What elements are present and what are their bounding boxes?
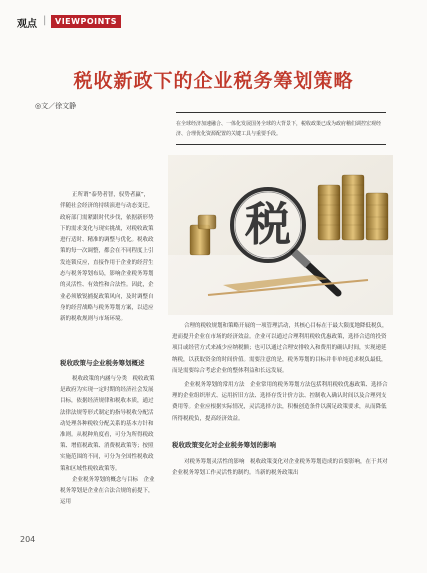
magnifier-coins-icon — [168, 155, 393, 315]
author-byline: ◎文／徐文静 — [35, 102, 77, 110]
section-heading: 税收政策变化对企业税务筹划的影响 — [172, 440, 276, 449]
section-separator: | — [43, 15, 47, 26]
paragraph: 合理的税收规划和策略开展的一项管理活动，其核心目标在于最大限度地降低税负，进而提升企业在市场的经济效益。企业可以通过合理利用税收优惠政策，选择合适的投资项目或经营方式来减少应纳税额；也可以通过合理安排收入和费用的确认时间，实现递延纳税，以获取资金的时间价值。需要注意的是，税务筹划的目标并非单纯追求税负最低，而是需要综合考虑企业的整体利益和长远发展。 — [172, 323, 388, 374]
paragraph: 企业税务筹划的常用方法 企业常用的税务筹划方法包括利用税收优惠政策、选择合理的企业组织形式、运用折旧方法、选择存货计价方法、控制收入确认时间以及合理列支费用等。企业应根据实际情况，灵活选择方法，积极创造条件以满足政策要求，从而降低所得税税负，提高经济效益。 — [172, 382, 388, 422]
section-label: 观点 — [17, 19, 37, 30]
section-badge: VIEWPOINTS — [51, 15, 121, 28]
left-column — [60, 358, 156, 508]
intro-paragraph: 正所谓“泰势者智，驭势者赢”，伴随社会经济的持续演进与动态变迁，政府部门需紧跟时代步伐，依据新形势下的需求变化与现实挑战，对税收政策进行适时、精准的调整与优化。税收政策的每一次调整，都会在不同程度上引发连锁反应，直接作用于企业的经营生态与税务筹划布局，影响企业税务筹划的灵活性、有效性和合法性。因此，企业必须敏锐捕捉政策风向，及时调整自身的经营战略与税务筹划方案，以适应新的税收规则与市场环境。 — [60, 192, 154, 323]
abstract-box — [176, 112, 386, 145]
illustration-image — [168, 155, 393, 315]
article-title: 税收新政下的企业税务筹划策略 — [73, 70, 354, 92]
illustration-label: 税 — [245, 197, 291, 251]
paragraph: 税收政策的内涵与分类 税收政策是政府为实现一定时期的经济社会发展目标，依据经济规律和税收本质，通过法律法规等形式制定的指导税收分配活动处理各种税收分配关系的基本方针和准则。从税种角度看，可分为所得税政策、增值税政策、消费税政策等；按照实施范围的不同，可分为全国性税收政策和区域性税收政策等。 — [60, 376, 155, 472]
right-column — [172, 321, 390, 479]
paragraph: 对税务筹划灵活性的影响 税收政策变化对企业税务筹划造成的首要影响，在于其对企业税务筹划工作灵活性的制约。当新的税务政策出 — [172, 458, 388, 477]
page-number: 204 — [20, 535, 36, 544]
paragraph: 企业税务筹划的概念与目标 企业税务筹划是企业在合法合规的前提下，运用 — [60, 476, 155, 506]
abstract-text: 在全球经济加速融合、一体化发展国务全球的大背景下，税收政策已成为政府稽们调控宏观经济、合理优化资源配置的关键工具与重要手段。 — [176, 121, 382, 137]
section-heading: 税收政策与企业税务筹划概述 — [60, 359, 145, 367]
